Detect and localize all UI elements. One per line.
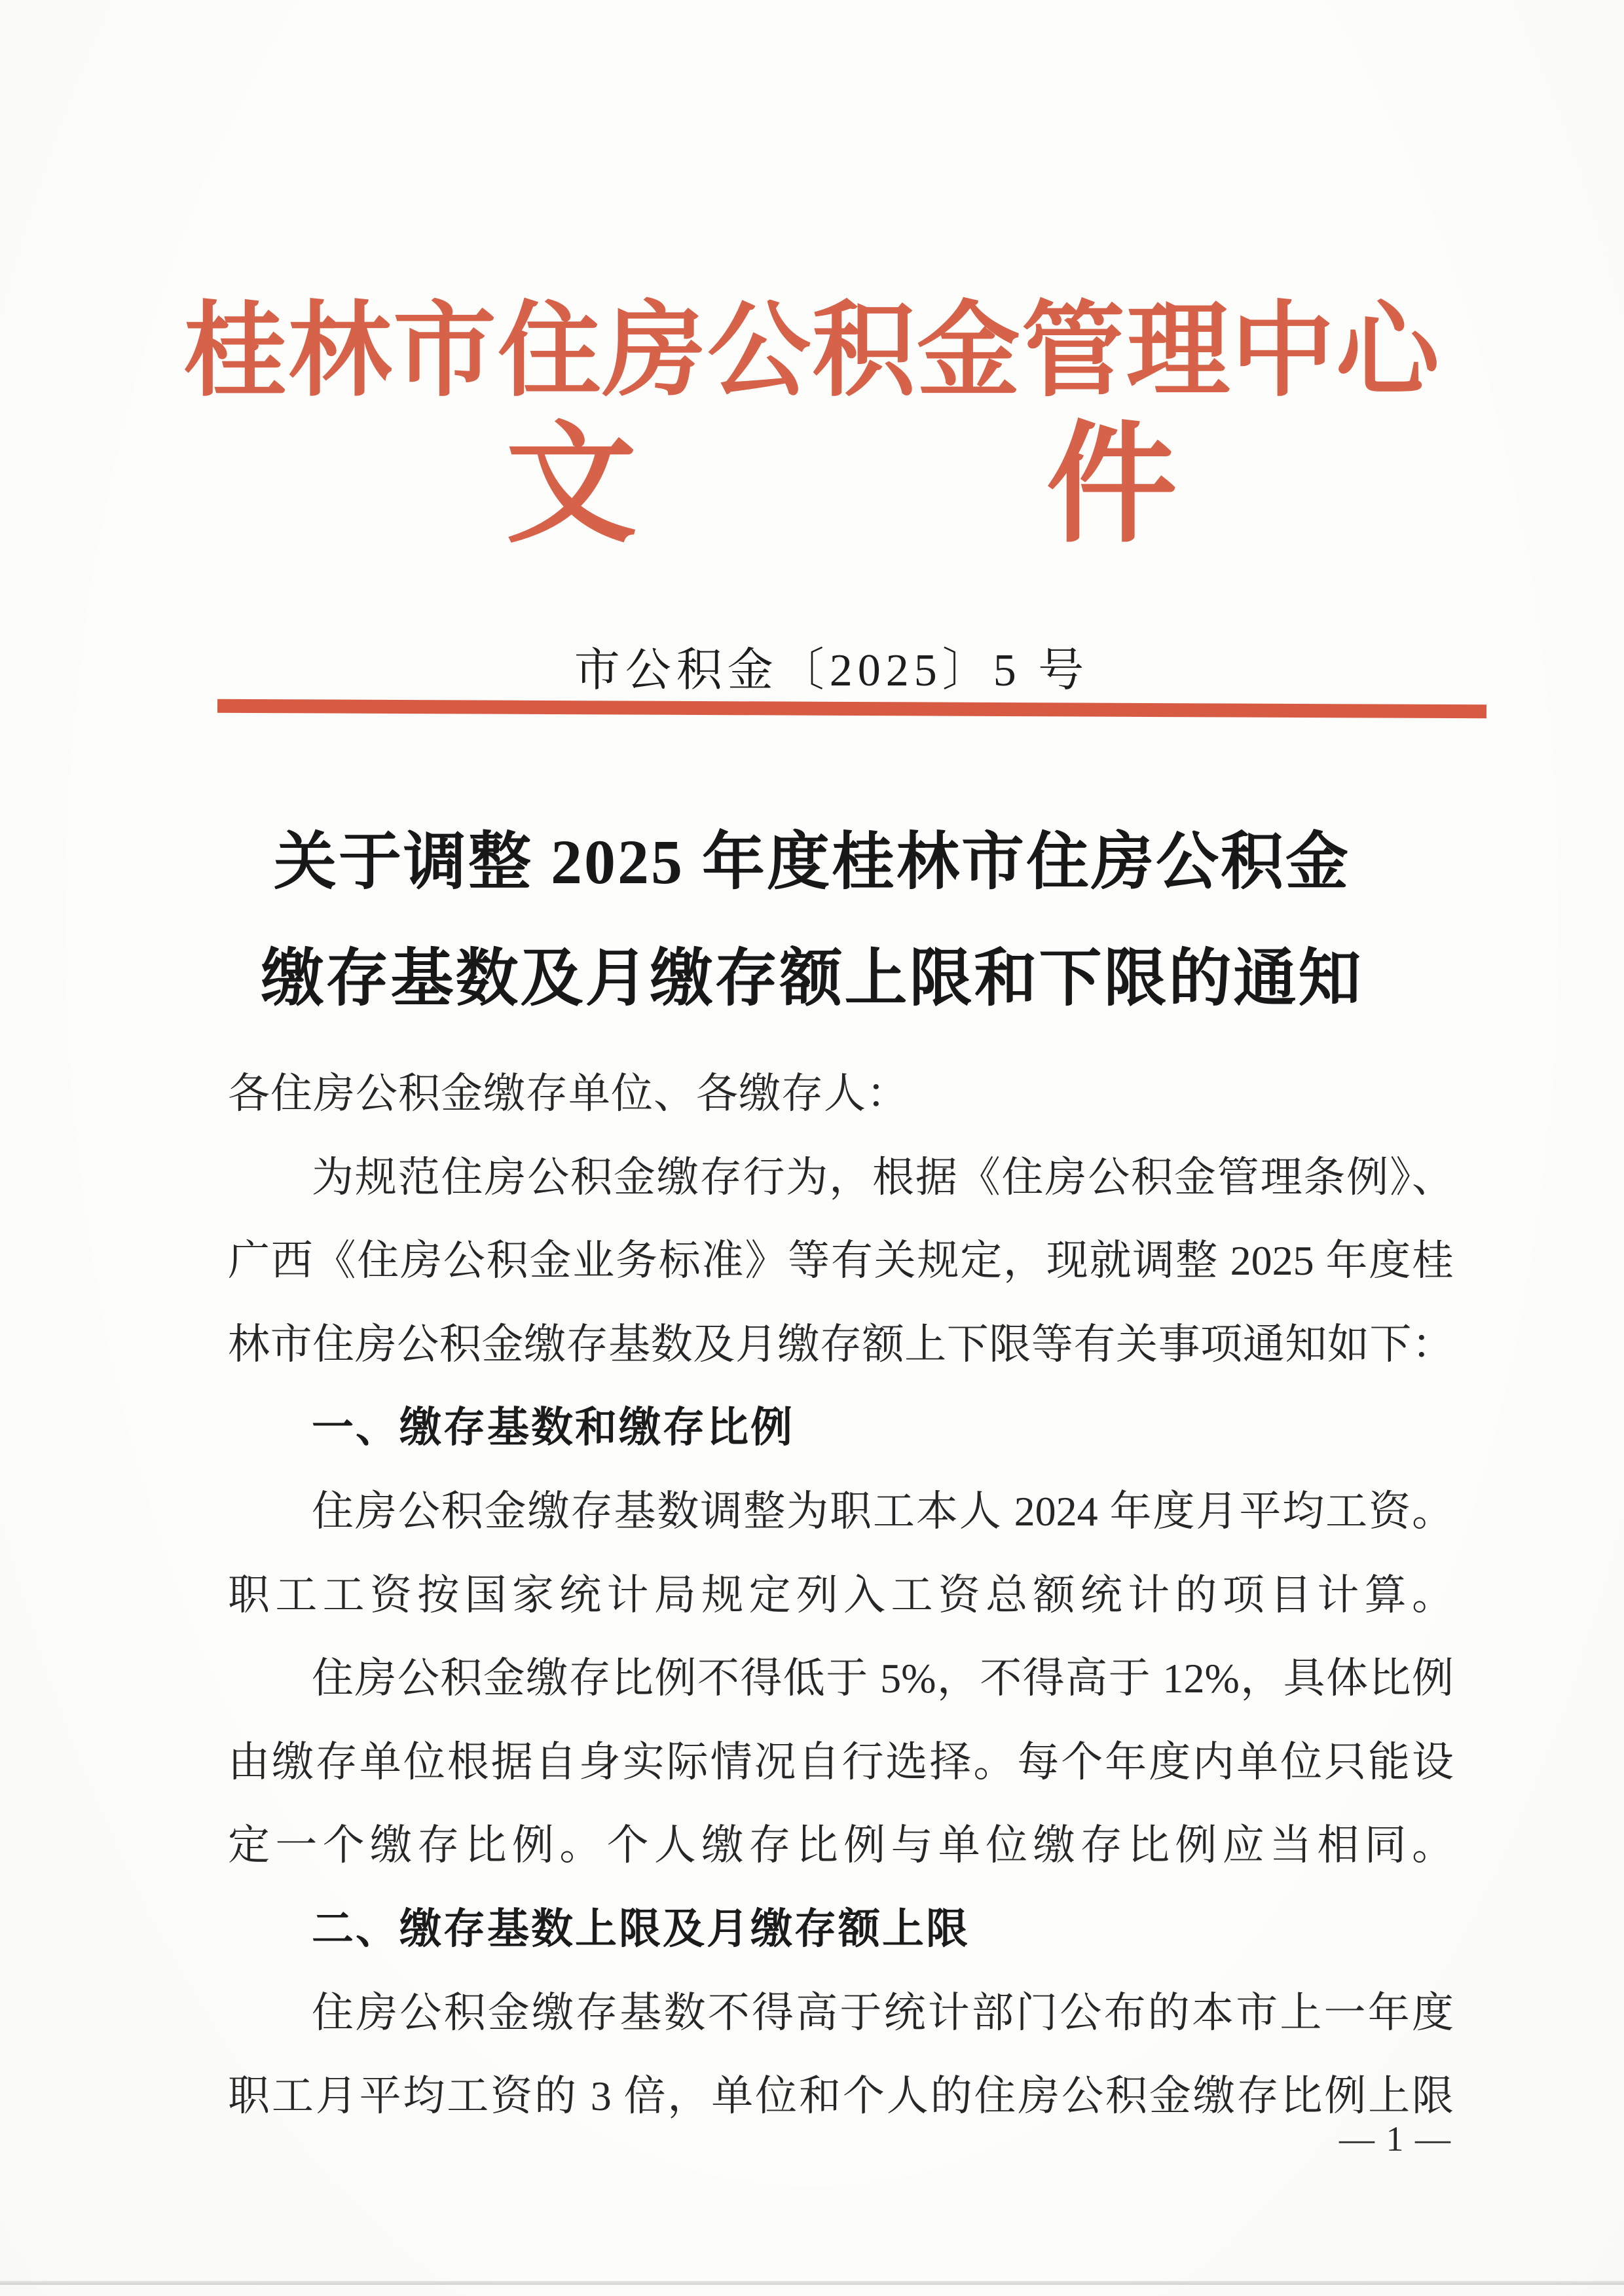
doc-type-char-wen: 文	[506, 414, 637, 558]
document-title	[0, 804, 1624, 1037]
section-heading: 二、缴存基数上限及月缴存额上限	[312, 1904, 970, 1952]
doc-type-char-jian: 件	[1046, 414, 1177, 558]
body-line: 广西《住房公积金业务标准》等有关规定，现就调整 2025 年度桂	[228, 1237, 1454, 1285]
page-number: — 1 —	[1339, 2119, 1452, 2159]
body-line: 住房公积金缴存比例不得低于 5%，不得高于 12%，具体比例	[312, 1655, 1454, 1702]
document-title-line1: 关于调整 2025 年度桂林市住房公积金	[274, 827, 1350, 897]
body-line: 职工工资按国家统计局规定列入工资总额统计的项目计算。	[228, 1571, 1454, 1618]
body-line: 住房公积金缴存基数调整为职工本人 2024 年度月平均工资。	[312, 1487, 1454, 1535]
body-line: 为规范住房公积金缴存行为，根据《住房公积金管理条例》、	[312, 1154, 1454, 1201]
body-line: 各住房公积金缴存单位、各缴存人：	[228, 1070, 909, 1117]
letterhead-org-name: 桂林市住房公积金管理中心	[183, 295, 1441, 409]
body-line: 定一个缴存比例。个人缴存比例与单位缴存比例应当相同。	[228, 1822, 1454, 1869]
section-heading: 一、缴存基数和缴存比例	[312, 1404, 794, 1451]
document-number: 市公积金〔2025〕5 号	[574, 646, 1090, 696]
scan-bottom-edge	[0, 2281, 1624, 2285]
body-line: 由缴存单位根据自身实际情况自行选择。每个年度内单位只能设	[228, 1738, 1454, 1785]
body-line: 职工月平均工资的 3 倍，单位和个人的住房公积金缴存比例上限	[228, 2073, 1454, 2120]
body-line: 林市住房公积金缴存基数及月缴存额上下限等有关事项通知如下：	[228, 1321, 1454, 1368]
body-text	[228, 1052, 1454, 2138]
document-title-line2: 缴存基数及月缴存额上限和下限的通知	[261, 943, 1363, 1013]
letterhead-doc-type	[29, 411, 1624, 562]
body-line: 住房公积金缴存基数不得高于统计部门公布的本市上一年度	[312, 1989, 1454, 2036]
